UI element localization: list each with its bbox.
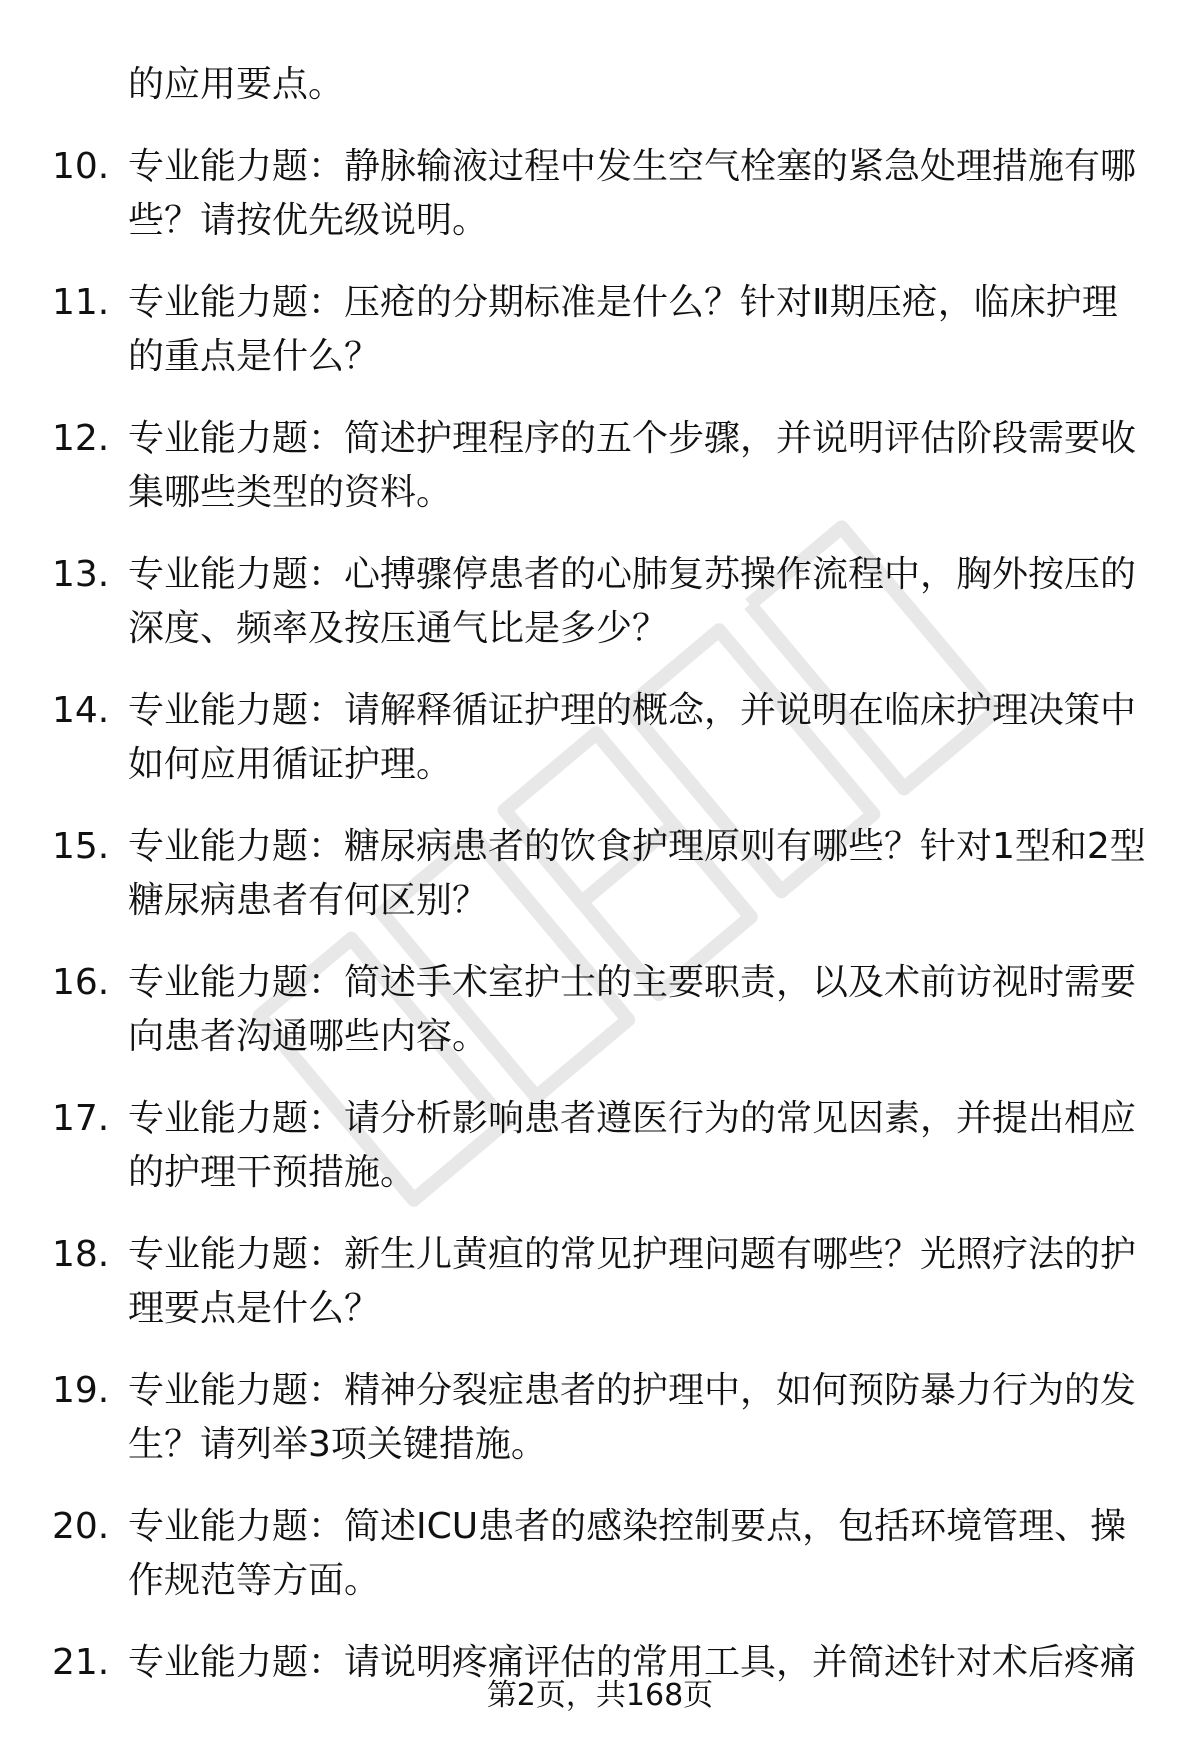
question-text-line: 的护理干预措施。: [128, 1152, 417, 1193]
question-number: 14.: [52, 690, 110, 731]
question-number: 11.: [52, 282, 110, 323]
question-item: [0, 412, 1138, 520]
question-text-line: 专业能力题：新生儿黄疸的常见护理问题有哪些？光照疗法的护: [128, 1234, 1137, 1275]
question-number: 15.: [52, 826, 110, 867]
question-text-line: 专业能力题：请分析影响患者遵医行为的常见因素，并提出相应: [128, 1098, 1137, 1139]
question-text-line: 专业能力题：糖尿病患者的饮食护理原则有哪些？针对1型和2型: [128, 826, 1146, 867]
question-text-line: 作规范等方面。: [128, 1560, 381, 1601]
question-text-line: 深度、频率及按压通气比是多少？: [128, 608, 669, 649]
question-number: 21.: [52, 1642, 110, 1683]
question-item: [0, 548, 1138, 656]
question-number: 12.: [52, 418, 110, 459]
question-text-line: 专业能力题：简述护理程序的五个步骤，并说明评估阶段需要收: [128, 418, 1137, 459]
question-text-line: 的重点是什么？: [128, 336, 381, 377]
question-text-line: 糖尿病患者有何区别？: [128, 880, 489, 921]
question-number: 16.: [52, 962, 110, 1003]
question-text-line: 些？请按优先级说明。: [128, 200, 489, 241]
question-text-line: 理要点是什么？: [128, 1288, 381, 1329]
question-text-line: 如何应用循证护理。: [128, 744, 453, 785]
question-item: [0, 1228, 1138, 1336]
question-text-line: 专业能力题：请说明疼痛评估的常用工具，并简述针对术后疼痛: [128, 1642, 1137, 1683]
question-item: [0, 140, 1138, 248]
question-item: [0, 1500, 1138, 1608]
question-number: 20.: [52, 1506, 110, 1547]
question-item: [0, 956, 1138, 1064]
question-number: 19.: [52, 1370, 110, 1411]
question-number: 13.: [52, 554, 110, 595]
question-text-line: 向患者沟通哪些内容。: [128, 1016, 489, 1057]
question-text-line: 生？请列举3项关键措施。: [128, 1424, 547, 1465]
page-footer: 第2页，共168页: [486, 1678, 714, 1713]
question-list: [0, 58, 1200, 1690]
question-item: [0, 276, 1138, 384]
continued-text: 的应用要点。: [128, 64, 345, 105]
question-number: 10.: [52, 146, 110, 187]
question-text-line: 专业能力题：压疮的分期标准是什么？针对Ⅱ期压疮，临床护理: [128, 282, 1118, 323]
question-number: 18.: [52, 1234, 110, 1275]
question-item: [0, 1364, 1138, 1472]
question-text-line: 专业能力题：请解释循证护理的概念，并说明在临床护理决策中: [128, 690, 1137, 731]
question-number: 17.: [52, 1098, 110, 1139]
question-item: [0, 684, 1138, 792]
question-item: [0, 820, 1146, 928]
question-text-line: 专业能力题：精神分裂症患者的护理中，如何预防暴力行为的发: [128, 1370, 1137, 1411]
question-item: [0, 1092, 1138, 1200]
question-text-line: 专业能力题：静脉输液过程中发生空气栓塞的紧急处理措施有哪: [128, 146, 1137, 187]
question-text-line: 集哪些类型的资料。: [128, 472, 453, 513]
question-text-line: 专业能力题：简述手术室护士的主要职责，以及术前访视时需要: [128, 962, 1137, 1003]
question-text-line: 专业能力题：心搏骤停患者的心肺复苏操作流程中，胸外按压的: [128, 554, 1137, 595]
question-text-line: 专业能力题：简述ICU患者的感染控制要点，包括环境管理、操: [128, 1506, 1127, 1547]
